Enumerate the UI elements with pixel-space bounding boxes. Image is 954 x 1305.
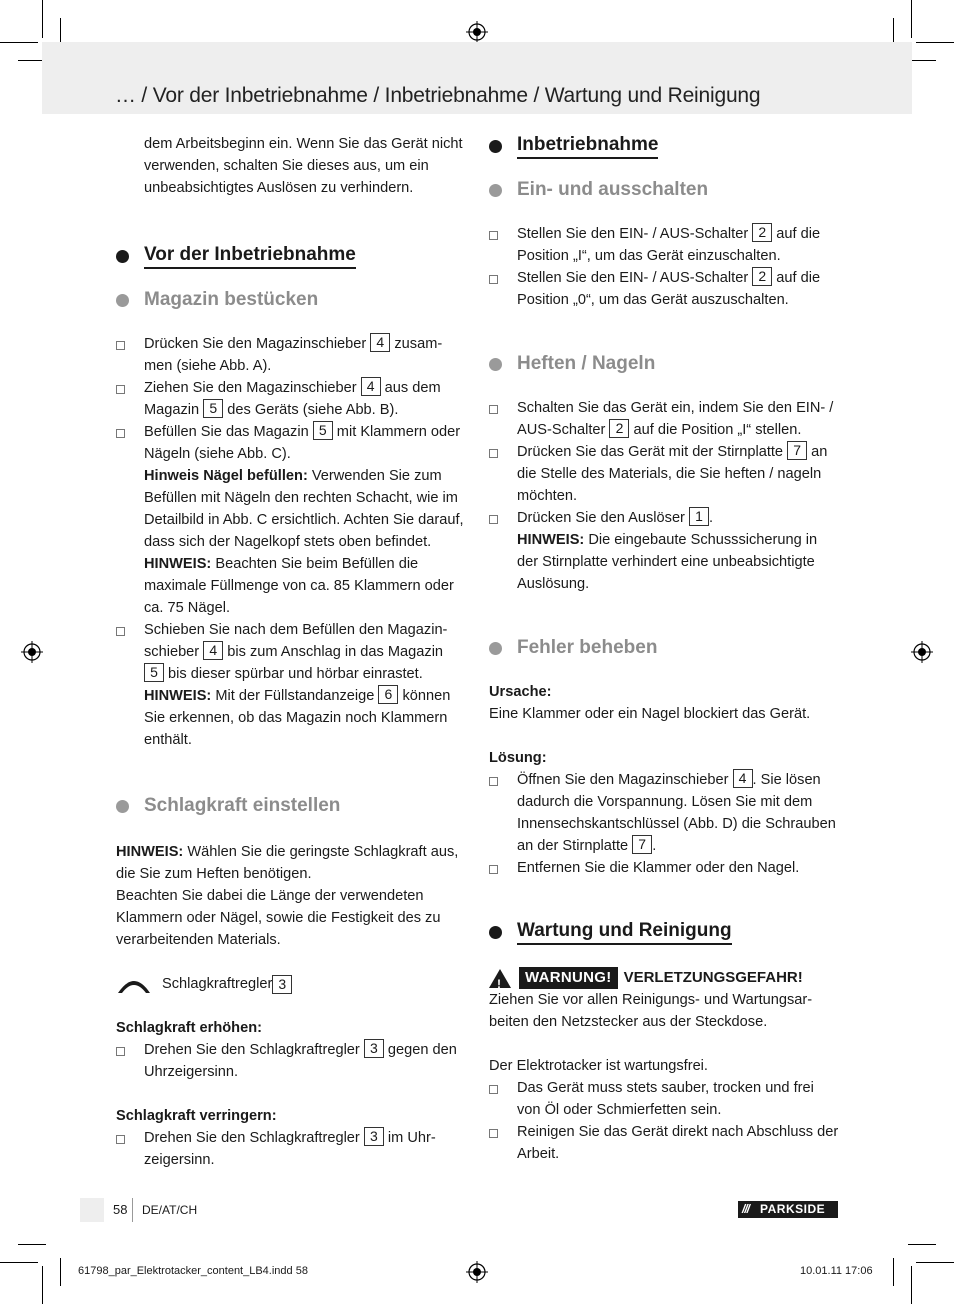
ref-number: 4 xyxy=(733,769,753,788)
ursache-text: Eine Klammer oder ein Nagel blockiert das Gerät. xyxy=(489,706,811,722)
magazin-steps xyxy=(116,333,466,751)
section-heading-fehler: Fehler beheben xyxy=(489,635,839,661)
section-heading-vor: Vor der Inbetriebnahme xyxy=(116,243,466,269)
warning-badge: WARNUNG! xyxy=(519,967,618,989)
bullet-dot-icon xyxy=(489,184,502,197)
bullet-dot-icon xyxy=(116,800,129,813)
list-item: Drehen Sie den Schlagkraftregler 3 im Uhr-zeigersinn. xyxy=(116,1127,466,1171)
loesung-steps xyxy=(489,769,839,879)
bullet-dot-icon xyxy=(116,294,129,307)
warning-banner xyxy=(489,967,839,989)
ursache-label: Ursache: xyxy=(489,684,552,700)
registration-mark-icon xyxy=(21,641,43,663)
section-heading-magazin: Magazin bestücken xyxy=(116,287,466,313)
ref-number: 4 xyxy=(203,641,223,660)
list-item: Das Gerät muss stets sauber, trocken und frei von Öl oder Schmierfetten sein. xyxy=(489,1077,839,1121)
bullet-dot-icon xyxy=(489,926,502,939)
divider xyxy=(132,1198,133,1222)
dial-legend: Schlagkraftregler 3 xyxy=(116,973,466,995)
schlagkraft-down-label: Schlagkraft verringern: xyxy=(116,1108,277,1124)
ref-number: 3 xyxy=(364,1127,384,1146)
list-item: Drücken Sie das Gerät mit der Stirnplatte 7 an die Stelle des Materials, die Sie heften / nageln möchten. xyxy=(489,441,839,507)
ref-number: 7 xyxy=(787,441,807,460)
page-number: 58 xyxy=(113,1202,128,1217)
list-item: Entfernen Sie die Klammer oder den Nagel. xyxy=(489,857,839,879)
ref-number: 7 xyxy=(632,835,652,854)
crop-mark xyxy=(0,1262,38,1263)
crop-mark xyxy=(42,1266,43,1304)
right-column xyxy=(489,133,839,1165)
crop-mark xyxy=(893,1258,894,1286)
locale-label: DE/AT/CH xyxy=(142,1203,198,1217)
loesung-label: Lösung: xyxy=(489,750,547,766)
list-item: Reinigen Sie das Gerät direkt nach Abschluss der Arbeit. xyxy=(489,1121,839,1165)
list-item: Ziehen Sie den Magazinschieber 4 aus dem Magazin 5 des Geräts (siehe Abb. B). xyxy=(116,377,466,421)
ref-number: 2 xyxy=(609,419,629,438)
list-item: Befüllen Sie das Magazin 5 mit Klammern oder Nägeln (siehe Abb. C). Hinweis Nägel befüllen: Verwenden Sie zum Befüllen mit Nägeln den rechten Schacht, wie im Detailbild in Abb. C ersichtlich. Achten Sie darauf, dass sich der Nagelkopf stets oben befindet. HINWEIS: Beachten Sie beim Befüllen die maximale Füllmenge von ca. 85 Klammern oder ca. 75 Nägel. xyxy=(116,421,466,619)
bullet-dot-icon xyxy=(116,250,129,263)
ref-number: 5 xyxy=(144,663,164,682)
crop-mark xyxy=(911,0,912,38)
schlagkraft-note-2: Beachten Sie dabei die Länge der verwendeten Klammern oder Nägel, sowie die Festigkeit des zu verarbeitenden Materials. xyxy=(116,888,441,948)
list-item: Drücken Sie den Auslöser 1 . HINWEIS: Die eingebaute Schusssicherung in der Stirnplatte verhindert eine unbeabsichtigte Auslösung. xyxy=(489,507,839,595)
registration-mark-icon xyxy=(466,21,488,43)
footer-box xyxy=(80,1198,104,1222)
wartung-steps xyxy=(489,1077,839,1165)
dial-icon xyxy=(116,973,152,995)
ein-aus-steps xyxy=(489,223,839,311)
file-slug: 61798_par_Elektrotacker_content_LB4.indd 58 xyxy=(78,1265,308,1277)
ref-number: 6 xyxy=(378,685,398,704)
crop-mark xyxy=(908,1244,936,1245)
crop-mark xyxy=(916,1262,954,1263)
registration-mark-icon xyxy=(911,641,933,663)
crop-mark xyxy=(18,1244,46,1245)
ref-number: 1 xyxy=(689,507,709,526)
page-title: … / Vor der Inbetriebnahme / Inbetriebnahme / Wartung und Reinigung xyxy=(115,84,761,107)
crop-mark xyxy=(911,1266,912,1304)
ref-number: 4 xyxy=(361,377,381,396)
ref-number: 4 xyxy=(370,333,390,352)
ref-number: 5 xyxy=(203,399,223,418)
list-item: Schieben Sie nach dem Befüllen den Magazin-schieber 4 bis zum Anschlag in das Magazin 5 bis dieser spürbar und hörbar einrastet. HINWEIS: Mit der Füllstandanzeige 6 können Sie erkennen, ob das Magazin noch Klammern enthält. xyxy=(116,619,466,751)
section-heading-inbetriebnahme: Inbetriebnahme xyxy=(489,133,839,159)
ref-number: 3 xyxy=(364,1039,384,1058)
ref-number: 2 xyxy=(752,223,772,242)
bullet-dot-icon xyxy=(489,140,502,153)
heften-steps xyxy=(489,397,839,595)
section-heading-ein-aus: Ein- und ausschalten xyxy=(489,177,839,203)
ref-number: 5 xyxy=(313,421,333,440)
list-item: Drücken Sie den Magazinschieber 4 zusam-men (siehe Abb. A). xyxy=(116,333,466,377)
crop-mark xyxy=(42,0,43,38)
crop-mark xyxy=(908,60,936,61)
list-item: Schalten Sie das Gerät ein, indem Sie den EIN- / AUS-Schalter 2 auf die Position „I“ stellen. xyxy=(489,397,839,441)
wartung-free: Der Elektrotacker ist wartungsfrei. xyxy=(489,1058,708,1074)
section-heading-heften: Heften / Nageln xyxy=(489,351,839,377)
wartung-text: Ziehen Sie vor allen Reinigungs- und Wartungsar-beiten den Netzstecker aus der Steckdose. xyxy=(489,992,813,1030)
crop-mark xyxy=(60,1258,61,1286)
crop-mark xyxy=(916,42,954,43)
registration-mark-icon xyxy=(466,1261,488,1283)
list-item: Stellen Sie den EIN- / AUS-Schalter 2 auf die Position „0“, um das Gerät auszuschalten. xyxy=(489,267,839,311)
left-column xyxy=(116,133,466,1171)
ref-number: 2 xyxy=(752,267,772,286)
intro-text: dem Arbeitsbeginn ein. Wenn Sie das Gerät nicht verwenden, schalten Sie dieses aus, um ein unbeabsichtigtes Auslösen zu verhindern. xyxy=(144,136,463,196)
bullet-dot-icon xyxy=(489,358,502,371)
schlagkraft-note: HINWEIS: Wählen Sie die geringste Schlagkraft aus, die Sie zum Heften benötigen. xyxy=(116,844,459,882)
ref-number: 3 xyxy=(272,975,292,994)
date-slug: 10.01.11 17:06 xyxy=(800,1265,873,1277)
bullet-dot-icon xyxy=(489,642,502,655)
warning-text: VERLETZUNGSGEFAHR! xyxy=(623,969,803,986)
brand-logo: /// PARKSIDE xyxy=(738,1201,838,1218)
section-heading-wartung: Wartung und Reinigung xyxy=(489,919,839,945)
schlagkraft-down-steps xyxy=(116,1127,466,1171)
section-heading-schlagkraft: Schlagkraft einstellen xyxy=(116,793,466,819)
list-item: Stellen Sie den EIN- / AUS-Schalter 2 auf die Position „I“, um das Gerät einzuschalten. xyxy=(489,223,839,267)
schlagkraft-up-label: Schlagkraft erhöhen: xyxy=(116,1020,262,1036)
crop-mark xyxy=(0,42,38,43)
warning-icon: ! xyxy=(489,969,511,988)
list-item: Öffnen Sie den Magazinschieber 4 . Sie lösen dadurch die Vorspannung. Lösen Sie mit dem Innensechskantschlüssel (Abb. D) die Schrauben an der Stirnplatte 7 . xyxy=(489,769,839,857)
list-item: Drehen Sie den Schlagkraftregler 3 gegen den Uhrzeigersinn. xyxy=(116,1039,466,1083)
schlagkraft-up-steps xyxy=(116,1039,466,1083)
